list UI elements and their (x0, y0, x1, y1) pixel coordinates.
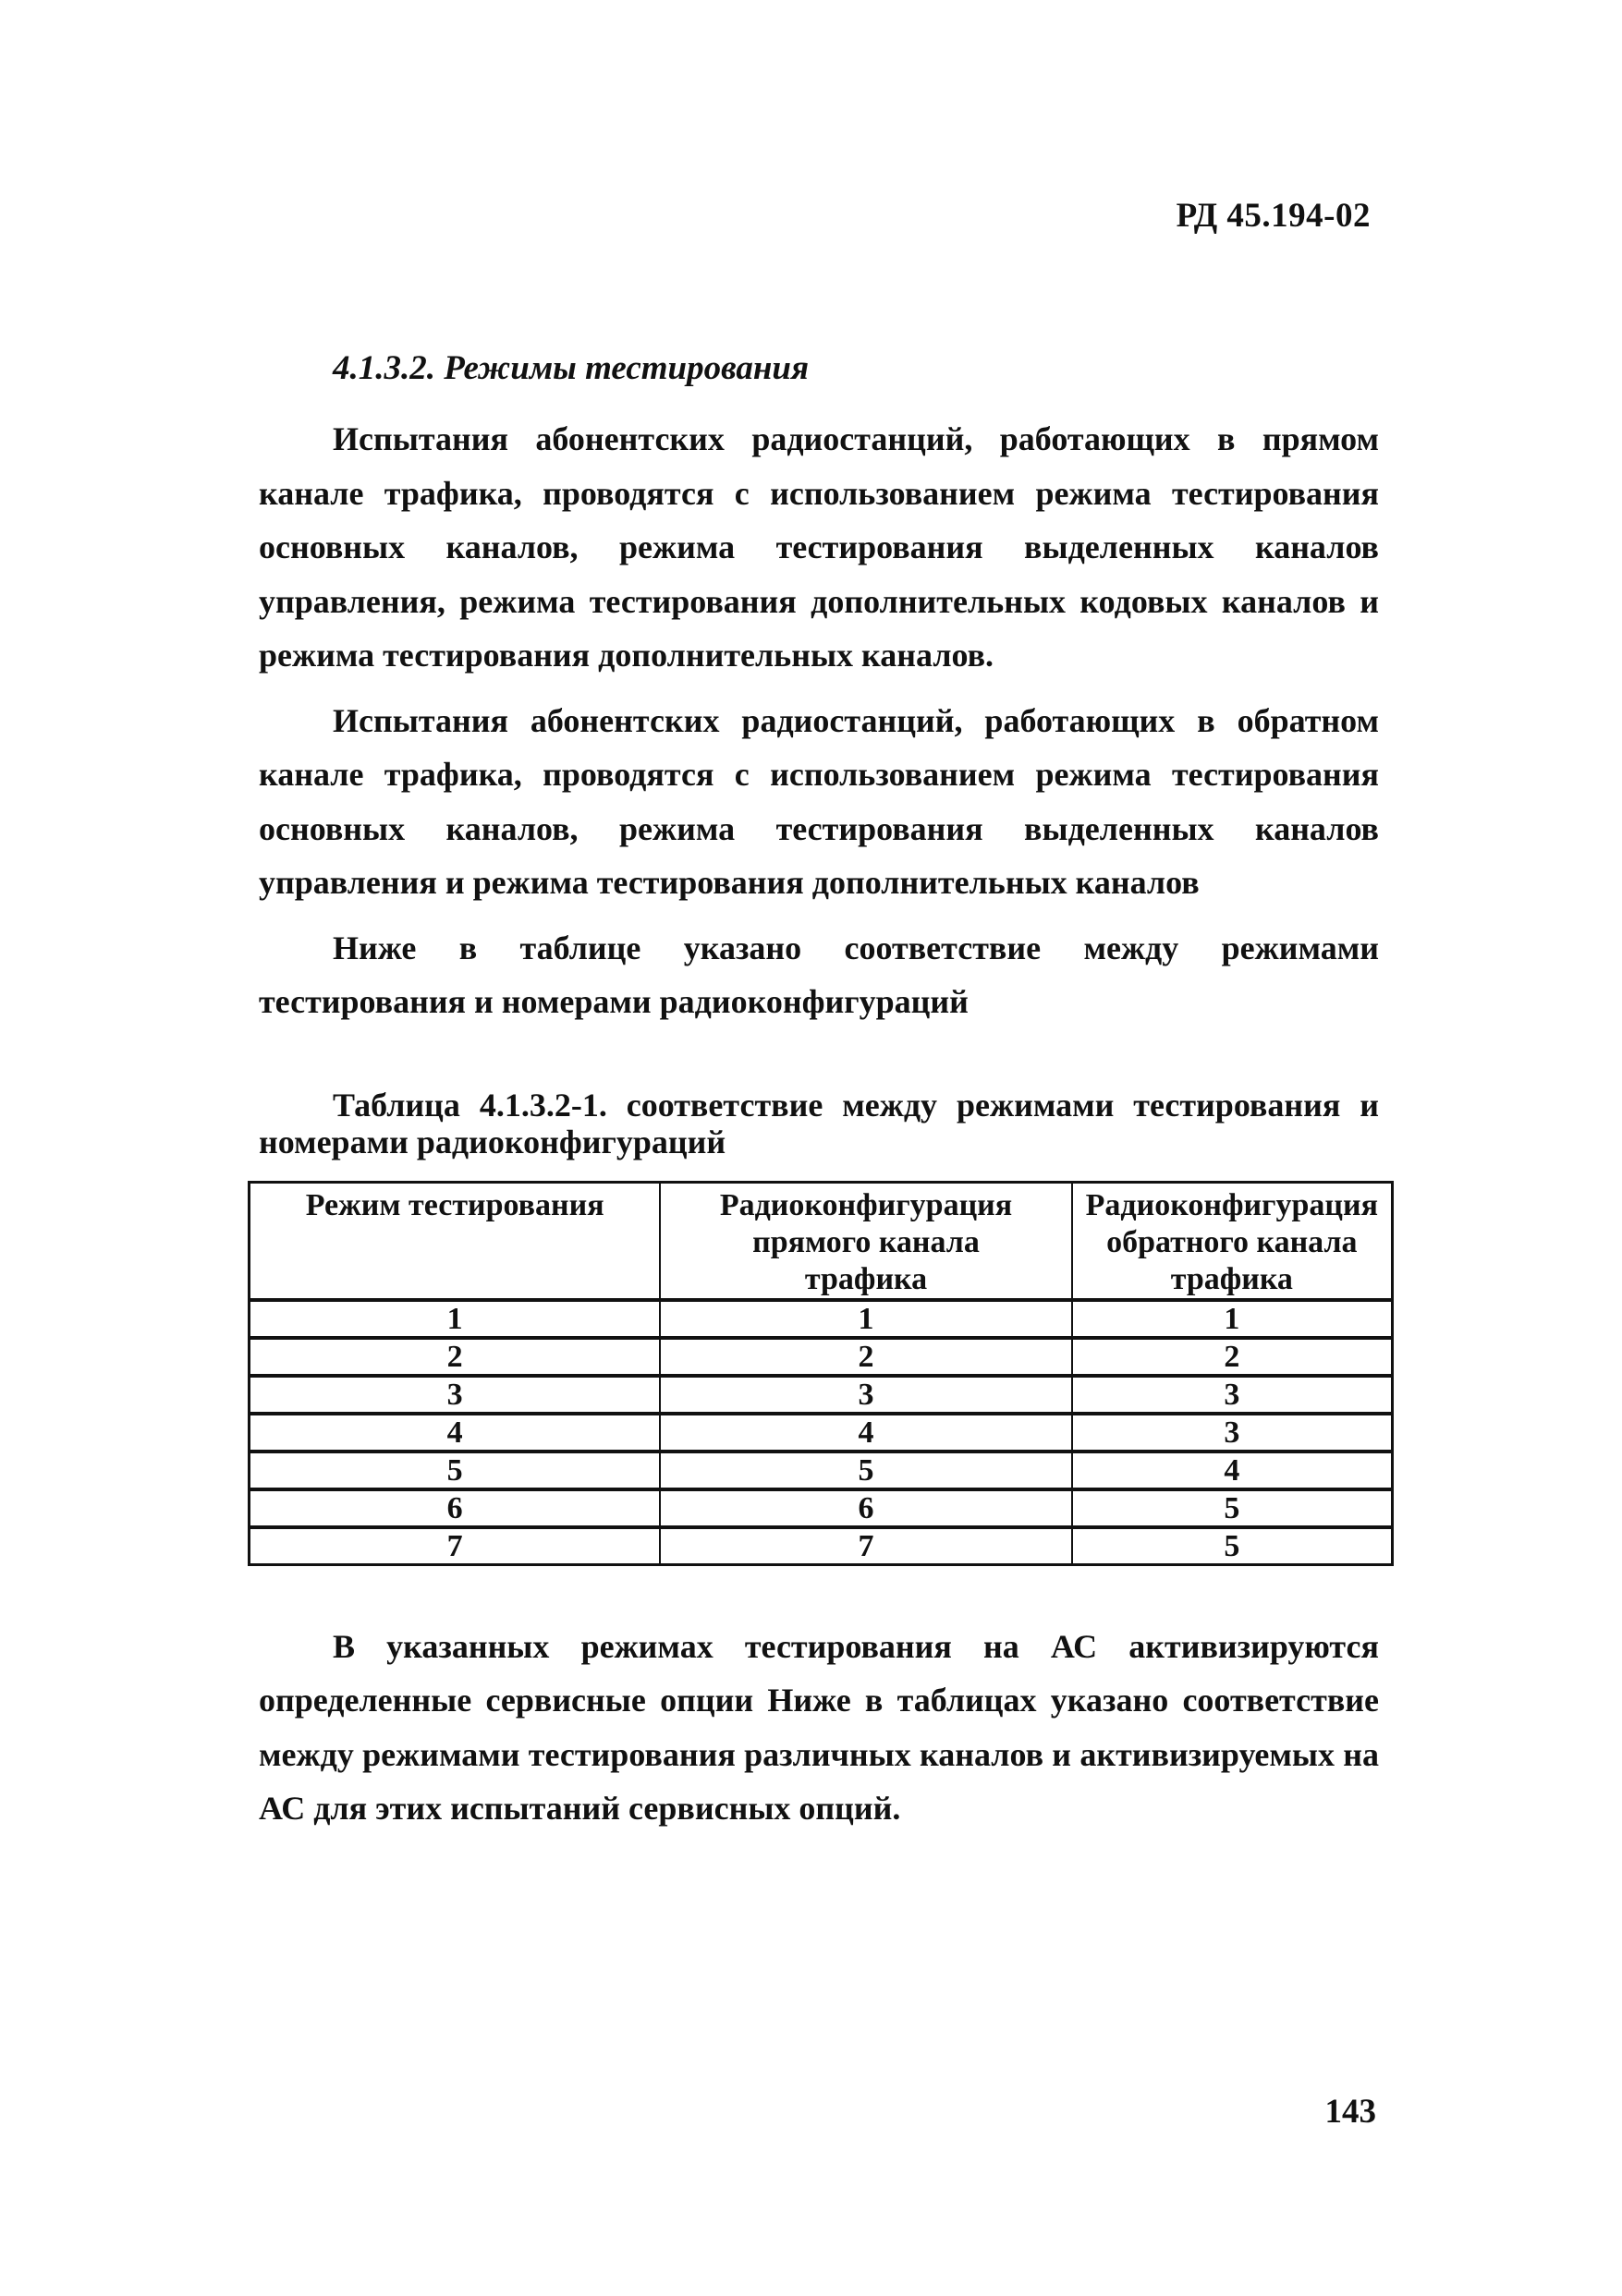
cell-test-mode: 1 (250, 1300, 661, 1338)
cell-reverse-config: 3 (1072, 1376, 1393, 1414)
cell-forward-config: 6 (660, 1489, 1071, 1527)
table-row (250, 1489, 1393, 1527)
document-code: РД 45.194-02 (1176, 197, 1371, 235)
cell-reverse-config: 5 (1072, 1489, 1393, 1527)
cell-test-mode: 7 (250, 1527, 661, 1565)
header-reverse-config: Радиоконфигурация обратного канала трафика (1072, 1182, 1393, 1300)
table-row (250, 1527, 1393, 1565)
cell-reverse-config: 5 (1072, 1527, 1393, 1565)
cell-reverse-config: 2 (1072, 1338, 1393, 1376)
page-number: 143 (1324, 2093, 1376, 2131)
table-row (250, 1376, 1393, 1414)
table-row (250, 1452, 1393, 1489)
cell-forward-config: 4 (660, 1414, 1071, 1452)
table-header-row (250, 1182, 1393, 1300)
cell-test-mode: 4 (250, 1414, 661, 1452)
cell-test-mode: 2 (250, 1338, 661, 1376)
header-forward-config: Радиоконфигурация прямого канала трафика (660, 1182, 1071, 1300)
paragraph-table-intro: Ниже в таблице указано соответствие между режимами тестирования и номерами радиоконфигураций (259, 929, 1379, 1020)
cell-forward-config: 1 (660, 1300, 1071, 1338)
cell-forward-config: 7 (660, 1527, 1071, 1565)
test-modes-table (248, 1181, 1394, 1566)
cell-test-mode: 3 (250, 1376, 661, 1414)
table-row (250, 1414, 1393, 1452)
paragraph-forward-channel: Испытания абонентских радиостанций, работающих в прямом канале трафика, проводятся с использованием режима тестирования основных каналов, режима тестирования выделенных каналов управления, режима тестирования дополнительных кодовых каналов и режима тестирования дополнительных каналов. (259, 420, 1379, 674)
cell-test-mode: 6 (250, 1489, 661, 1527)
table-row (250, 1338, 1393, 1376)
paragraph-reverse-channel: Испытания абонентских радиостанций, работающих в обратном канале трафика, проводятся с использованием режима тестирования основных каналов, режима тестирования выделенных каналов управления и режима тестирования дополнительных каналов (259, 701, 1379, 901)
cell-test-mode: 5 (250, 1452, 661, 1489)
cell-reverse-config: 1 (1072, 1300, 1393, 1338)
table-caption: Таблица 4.1.3.2-1. соответствие между режимами тестирования и номерами радиоконфигураций (259, 1086, 1379, 1160)
cell-forward-config: 3 (660, 1376, 1071, 1414)
cell-reverse-config: 3 (1072, 1414, 1393, 1452)
cell-forward-config: 5 (660, 1452, 1071, 1489)
page-content (259, 342, 1379, 1847)
section-heading: 4.1.3.2. Режимы тестирования (333, 349, 810, 387)
header-test-mode: Режим тестирования (250, 1182, 661, 1300)
cell-reverse-config: 4 (1072, 1452, 1393, 1489)
paragraph-service-options: В указанных режимах тестирования на АС активизируются определенные сервисные опции Ниже в таблицах указано соответствие между режимами тестирования различных каналов и активизируемых на АС для этих испытаний сервисных опций. (259, 1627, 1379, 1827)
cell-forward-config: 2 (660, 1338, 1071, 1376)
table-row (250, 1300, 1393, 1338)
